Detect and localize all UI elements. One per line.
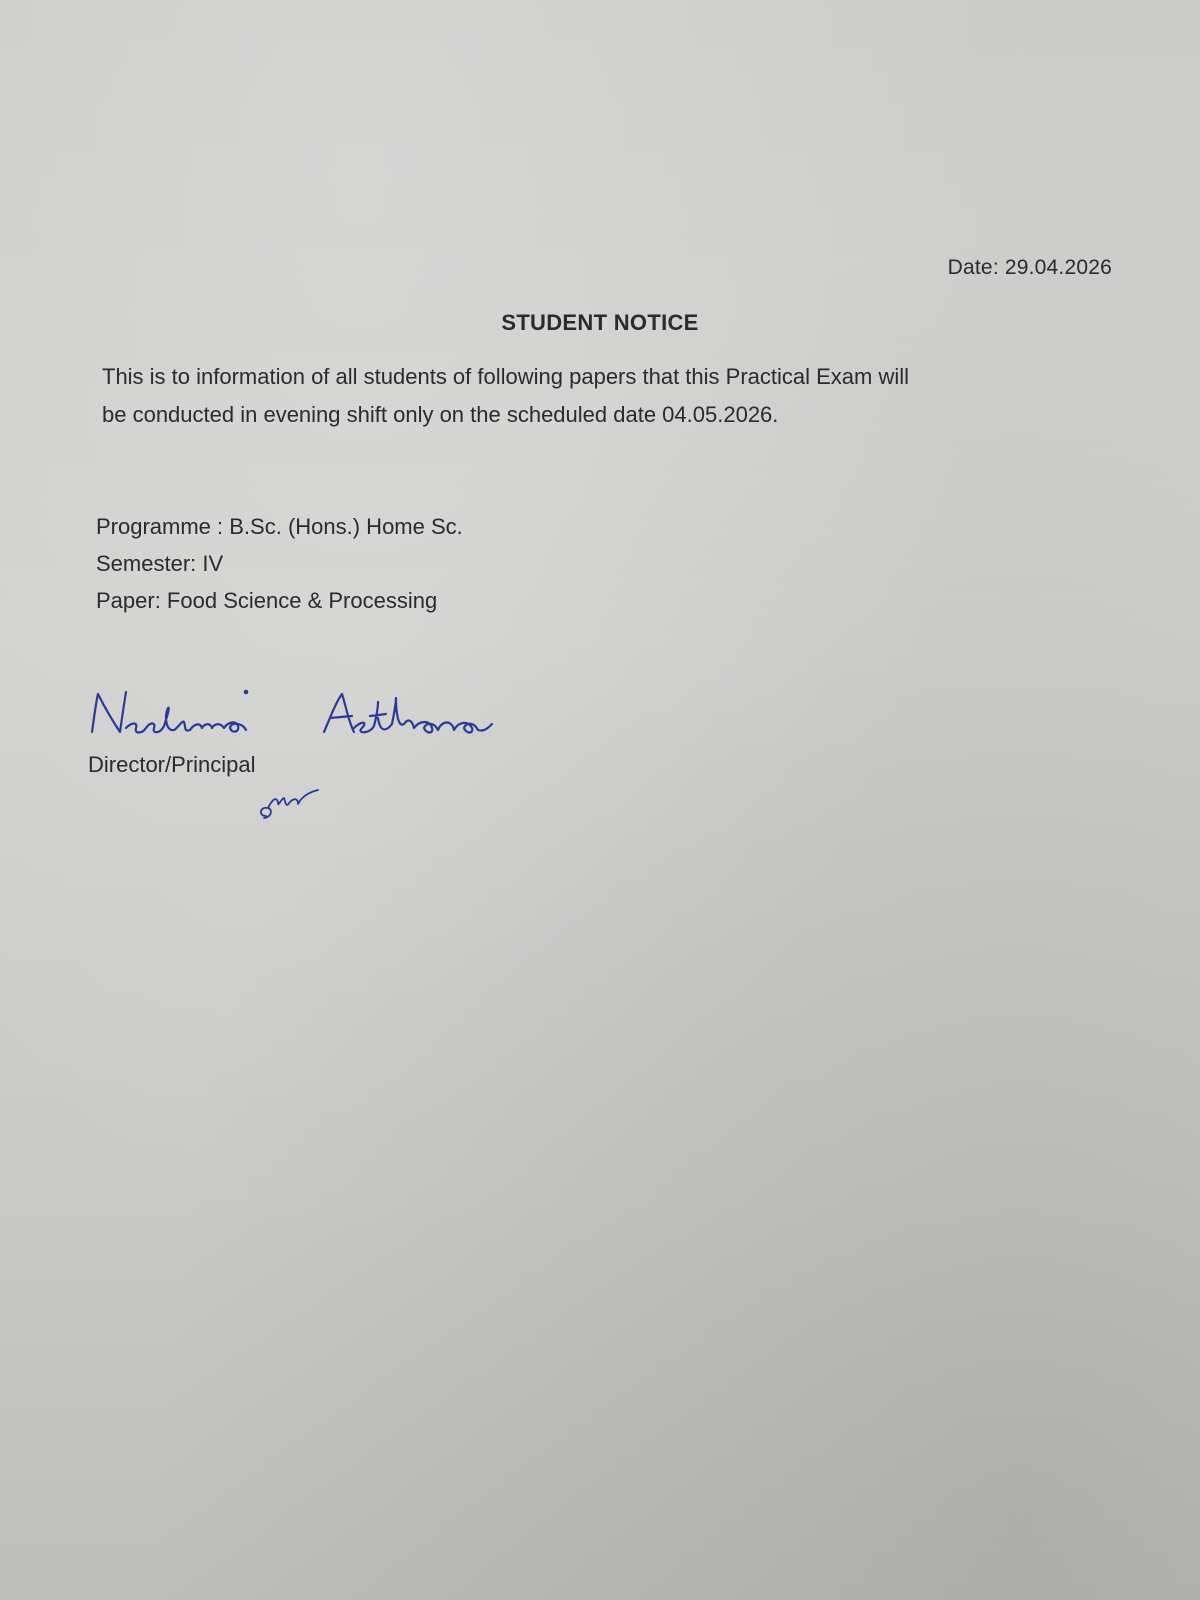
notice-body-line: This is to information of all students of following papers that this Practical Exam will — [102, 364, 910, 389]
paper-line: Paper: Food Science & Processing — [96, 588, 438, 613]
notice-date: Date: 29.04.2026 — [947, 256, 1112, 279]
notice-body-line: be conducted in evening shift only on the scheduled date 04.05.2026. — [102, 402, 779, 427]
semester-line: Semester: IV — [96, 551, 224, 576]
notice-title: STUDENT NOTICE — [501, 310, 699, 335]
programme-line: Programme : B.Sc. (Hons.) Home Sc. — [96, 514, 463, 539]
initials-image — [256, 782, 326, 822]
signatory-designation: Director/Principal — [88, 752, 256, 777]
exam-details — [96, 508, 463, 619]
signature-image — [86, 688, 516, 748]
notice-body — [102, 358, 1122, 434]
